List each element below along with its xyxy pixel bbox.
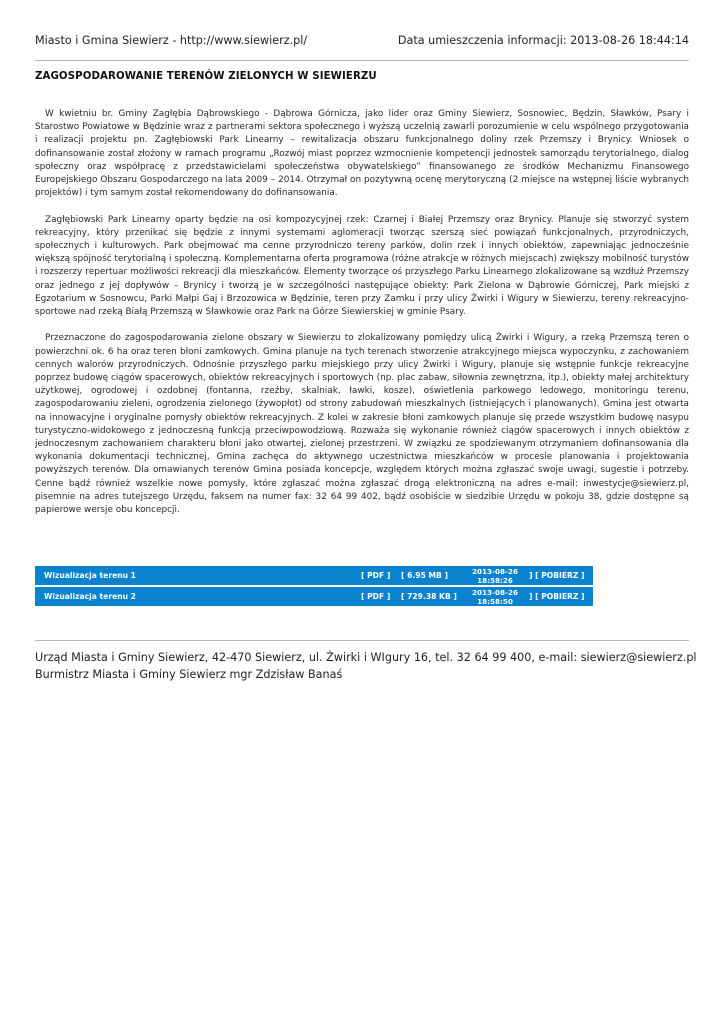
article-paragraph: W kwietniu br. Gminy Zagłębia Dąbrowskiego - Dąbrowa Górnicza, jako lider oraz Gminy Siewierz, Sosnowiec, Będzin, Sławków, Psary i Starostwo Powiatowe w Będzinie wraz z partnerami sektora społecznego i wyższą uczelnią zawarli porozumienie w celu wspólnego przygotowania i realizacji projektu pn. Zagłębiowski Park Linearny – rewitalizacja obszaru funkcjonalnego doliny rzek Przemszy i Brynicy. Wniosek o dofinansowanie został złożony w ramach programu „Rozwój miast poprzez wzmocnienie kompetencji jednostek samorządu terytorialnego, dialog społeczny oraz współpracę z przedstawicielami społeczeństwa obywatelskiego” finansowanego ze środków Mechanizmu Finansowego Europejskiego Obszaru Gospodarczego na lata 2009 – 2014. Otrzymał on pozytywną ocenę merytoryczną (2 miejsce na wstępnej liście wybranych projektów) i tym samym został rekomendowany do dofinansowania. [35, 109, 689, 199]
attachment-type: [ PDF ] [361, 592, 391, 601]
attachment-time: 18:58:26 [477, 575, 513, 585]
attachment-name[interactable]: Wizualizacja terenu 1 [44, 571, 136, 580]
office-address: Urząd Miasta i Gminy Siewierz, 42-470 Siewierz, ul. Żwirki i WIgury 16, tel. 32 64 99 400, e-mail: siewierz@siewierz.pl [35, 651, 697, 664]
attachment-type: [ PDF ] [361, 571, 391, 580]
attachment-time: 18:58:50 [477, 596, 513, 606]
attachment-datetime [463, 588, 527, 606]
publication-date: Data umieszczenia informacji: 2013-08-26 18:44:14 [397, 34, 689, 47]
article-paragraph: Zagłębiowski Park Linearny oparty będzie na osi kompozycyjnej rzek: Czarnej i Białej Przemszy oraz Brynicy. Planuje się stworzyć system rekreacyjny, który przenikać się będzie z innymi systemami aglomeracji tworząc szerszą sieć powiązań funkcjonalnych, przyrodniczych, społecznych i kulturowych. Park obejmować ma cenne przyrodniczo tereny parków, dolin rzek i innych obiektów, zapewniając jednocześnie większą spójność terytorialną i społeczną. Komplementarna oferta programowa (różne atrakcje w różnych miejscach) zwiększy mobilność turystów i rozszerzy repertuar możliwości rekreacji dla mieszkańców. Elementy tworzące oś przyszłego Parku Linearnego zlokalizowane są wzdłuż Przemszy oraz jednego z jej dopływów – Brynicy i tworzą je w szczególności następujące obiekty: Park Zielona w Dąbrowie Górniczej, Park miejski z Egzotarium w Sosnowcu, Parki Małpi Gaj i Brzozowica w Będzinie, teren przy Zamku i przy ulicy Żwirki i Wigury w Siewierzu, tereny rekreacyjno-sportowe nad rzeką Białą Przemszą w Sławkowie oraz Park na Górze Siewierskiej w gminie Psary. [35, 214, 689, 318]
page-footer [35, 650, 697, 683]
attachment-date: 2013-08-26 [472, 566, 518, 576]
attachment-row [35, 587, 593, 606]
mayor-line: Burmistrz Miasta i Gminy Siewierz mgr Zdzisław Banaś [35, 667, 343, 681]
attachment-date: 2013-08-26 [472, 587, 518, 597]
attachment-size: [ 729.38 KB ] [401, 592, 457, 601]
article-body [35, 108, 689, 530]
attachment-size: [ 6.95 MB ] [401, 571, 448, 580]
attachment-name[interactable]: Wizualizacja terenu 2 [44, 592, 136, 601]
attachments-table [35, 566, 593, 608]
download-button[interactable]: ] [ POBIERZ ] [529, 592, 585, 601]
download-button[interactable]: ] [ POBIERZ ] [529, 571, 585, 580]
site-link[interactable]: Miasto i Gmina Siewierz - http://www.siewierz.pl/ [35, 34, 308, 47]
article-paragraph: Przeznaczone do zagospodarowania zielone obszary w Siewierzu to zlokalizowany pomiędzy ulicą Żwirki i Wigury, a rzeką Przemszą teren o powierzchni ok. 6 ha oraz teren błoni zamkowych. Gmina planuje na tych terenach stworzenie atrakcyjnego miejsca wypoczynku, z zachowaniem cennych walorów przyrodniczych. Odnośnie przyszłego parku miejskiego przy ulicy Żwirki i Wigury, planuje się wstępnie funkcje rekreacyjne poprzez budowę ciągów spacerowych, obiektów rekreacyjnych i sportowych (np. plac zabaw, siłownia zewnętrzna, itp.), obiekty małej architektury użytkowej, ogrodowej i ozdobnej (fontanna, rzeźby, skalniak, ławki, kosze), oświetlenia parkowego ledowego, monitoringu terenu, zagospodarowaniu zieleni, ogrodzenia zielonego (żywopłot) od strony zabudowań mieszkalnych (istniejących i planowanych). Gmina jest otwarta na innowacyjne i oryginalne pomysły obiektów rekreacyjnych. Z kolei w zakresie błoni zamkowych planuje się przede wszystkim budowę nasypu turystyczno-widokowego z jednoczesną funkcją przeciwpowodziową. Rozważa się wykonanie również ciągów spacerowych i innych obiektów z jednoczesnym zachowaniem charakteru błoni jako otwartej, zielonej przestrzeni. W związku ze spodziewanym otrzymaniem dofinansowania dla wykonania dokumentacji technicznej, Gmina zachęca do aktywnego uczestnictwa mieszkańców w procesie planowania i projektowania powyższych terenów. Dla omawianych terenów Gmina posiada koncepcje, względem których można zgłaszać swoje uwagi, sugestie i potrzeby. Cenne bądź również wszelkie nowe pomysły, które zgłaszać można zgłaszać drogą elektroniczną na adres e-mail: inwestycje@siewierz.pl, pisemnie na adres tutejszego Urzędu, faksem na numer fax: 32 64 99 402, bądź osobiście w siedzibie Urzędu w pokoju 38, gdzie dostępne są papierowe wersje obu koncepcji. [35, 333, 689, 516]
header-divider [35, 60, 689, 61]
attachment-row [35, 566, 593, 585]
attachment-datetime [463, 567, 527, 585]
page-header [35, 34, 689, 47]
footer-divider [35, 640, 689, 641]
article-title: ZAGOSPODAROWANIE TERENÓW ZIELONYCH W SIEWIERZU [35, 71, 377, 82]
